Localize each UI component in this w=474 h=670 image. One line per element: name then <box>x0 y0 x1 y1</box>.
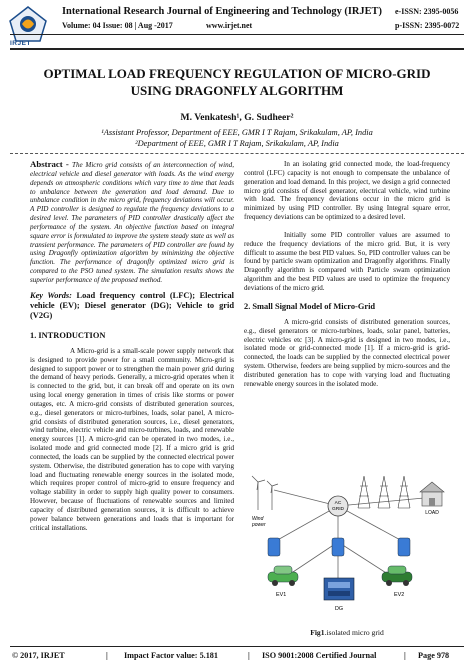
e-issn: e-ISSN: 2395-0056 <box>395 7 459 16</box>
micro-grid-figure <box>244 468 450 626</box>
footer-separator-1: | <box>106 651 108 660</box>
introduction-heading: 1. INTRODUCTION <box>30 330 106 340</box>
load-house-icon <box>420 482 444 516</box>
section-2-heading: 2. Small Signal Model of Micro-Grid <box>244 301 376 311</box>
irjet-logo-icon <box>8 5 48 43</box>
ac-grid-icon <box>328 496 348 516</box>
keywords-text: Load frequency control (LFC); Electrical vehicle (EV); Diesel generator (DG); Vehicle to grid (V2G) <box>30 290 234 320</box>
wind-turbine-icon <box>252 476 278 510</box>
volume-issue: Volume: 04 Issue: 08 | Aug -2017 <box>62 21 173 30</box>
wind-label-bottom: power <box>252 522 266 528</box>
abstract <box>30 160 234 285</box>
load-label: LOAD <box>425 510 439 516</box>
footer-iso: ISO 9001:2008 Certified Journal <box>262 651 377 660</box>
introduction-text: A Micro-grid is a small-scale power supply network that is designed to provide power for a small community. Micro-grid is designed to support power or to strengthen the main power grid during the demand of heavy periods. Generally, a micro-grid operates when it is connected to the grid, but, it can break off and operate on its own using local energy generation in times of crisis like storms or power outages, etc. A micro-grid consists of distributed generation sources, e.g., diesel generators or micro-turbines, loads, solar panel, A micro-grid consists of distributed generation sources, i.e., diesel generators, wind turbine, electric vehicle and micro-turbines, loads, and renewable energy sources [1]. A micro-grid can be operated in two modes, i.e., isolated mode and grid connected mode [2]. If a micro grid is grid connected, the loads can be supplied by the connected electrical power system. Otherwise, the distributed generation has to cope with varying load and fluctuating renewable energy sources in the isolated mode, which requires proper control of micro-grid to ensure frequency and voltage stability in order to supply high quality power to consumers. However, because of fluctuations of renewable sources and limited capacity of distributed generation sources, it is difficult to achieve power balance between generations and loads that is important for critical installations. <box>30 346 234 532</box>
figure-caption <box>244 628 450 637</box>
section-separator <box>10 153 464 154</box>
dg-label: DG <box>334 606 344 612</box>
ac-grid-label-bottom: GRID <box>332 507 344 512</box>
header-rule-bottom <box>10 48 464 50</box>
paper-title: OPTIMAL LOAD FREQUENCY REGULATION OF MICRO-GRID USING DRAGONFLY ALGORITHM <box>43 66 431 98</box>
section-2-text: A micro-grid consists of distributed generation sources, e.g., diesel generators or micro-turbines, loads, solar panel, batteries, electric vehicles etc [3]. A micro-grid is designed in two modes, i.e., isolated mode or grid-connected mode [1]. If a micro-grid is grid-connected, the loads can be supplied by the connected electrical power system. Otherwise, feeders are being supplied by micro-sources and the distributed generation has to cope with varying load and fluctuating renewable energy sources in the isolated mode. <box>244 317 450 388</box>
network-lines <box>274 490 424 578</box>
figure-caption-number: Fig1 <box>310 628 325 637</box>
logo-caption: IRJET <box>10 40 31 47</box>
abstract-text: The Micro grid consists of an interconnection of wind, electrical vehicle and diesel generator with loads. As the wind energy depends on atmospheric conditions which vary time to time that leads to unbalance between the generation and load demand. Due to unbalance condition in the micro grid, frequency deviations will occur. A PID controller is designed to regulate the frequency deviations to a desired level. The parameters of PID controller drastically affect the performance of the system. An objective function based on integral square error is formulated to improve the system steady state as well as transient performance. The parameters of PID controller are found by using Dragonfly optimization algorithm by minimizing the objective function. The performance of dragonfly optimized micro grid is compared to the PSO tuned system. The simulation results shows the superior performance of the proposed method. <box>30 161 234 284</box>
journal-website: www.irjet.net <box>206 21 253 30</box>
charging-station-icon <box>268 538 410 556</box>
ev2-car-icon <box>382 566 412 586</box>
keywords <box>30 291 234 321</box>
page-footer <box>10 651 464 663</box>
wind-label-top: Wind <box>252 516 264 522</box>
p-issn: p-ISSN: 2395-0072 <box>395 21 460 30</box>
footer-separator-2: | <box>248 651 250 660</box>
paper-authors: M. Venkatesh¹, G. Sudheer² <box>180 112 294 123</box>
diesel-generator-icon <box>324 578 354 600</box>
left-column <box>30 160 234 533</box>
affiliation-1: ¹Assistant Professor, Department of EEE, GMR I T Rajam, Srikakulam, AP, India <box>101 128 373 137</box>
journal-header <box>0 0 474 52</box>
ev1-label: EV1 <box>276 592 287 598</box>
footer-copyright: © 2017, IRJET <box>12 651 65 660</box>
footer-separator-3: | <box>404 651 406 660</box>
ev1-car-icon <box>268 566 298 586</box>
figure-caption-text: .isolated micro grid <box>324 628 384 637</box>
ev2-label: EV2 <box>394 592 405 598</box>
footer-rule <box>10 646 464 647</box>
ac-grid-label-top: AC <box>334 501 342 506</box>
right-paragraph-1: In an isolating grid connected mode, the load-frequency control (LFC) capacity is not enough to compensate the unbalance of generation and load demand. In this project, we design a grid connected micro grid consists of diesel generator, electrical vehicle, wind turbine with load. The frequency deviations occur in the micro grid is minimized by using PID controller. By using Integral square error, frequency deviations can be optimized to a desired level. <box>244 160 450 222</box>
right-paragraph-2: Initially some PID controller values are assumed to reduce the frequency deviations of the micro grid. But, it is very difficult to assume the best PID values. So, PID controller values can be found by particle swam optimization and Dragonfly algorithms. Finally Dragonfly algorithm is compared with Particle swam optimization algorithm and the best PID values are used to optimize the frequency deviations of the micro grid. <box>244 230 450 292</box>
footer-impact-factor: Impact Factor value: 5.181 <box>124 651 218 660</box>
abstract-label: Abstract - <box>30 159 73 169</box>
right-column <box>244 160 450 389</box>
header-rule <box>10 34 464 35</box>
affiliation-2: ²Department of EEE, GMR I T Rajam, Srikakulam, AP, India <box>135 139 339 148</box>
journal-name: International Research Journal of Engineering and Technology (IRJET) <box>62 6 382 17</box>
keywords-label: Key Words: <box>30 290 77 300</box>
footer-page-number: Page 978 <box>418 651 450 660</box>
